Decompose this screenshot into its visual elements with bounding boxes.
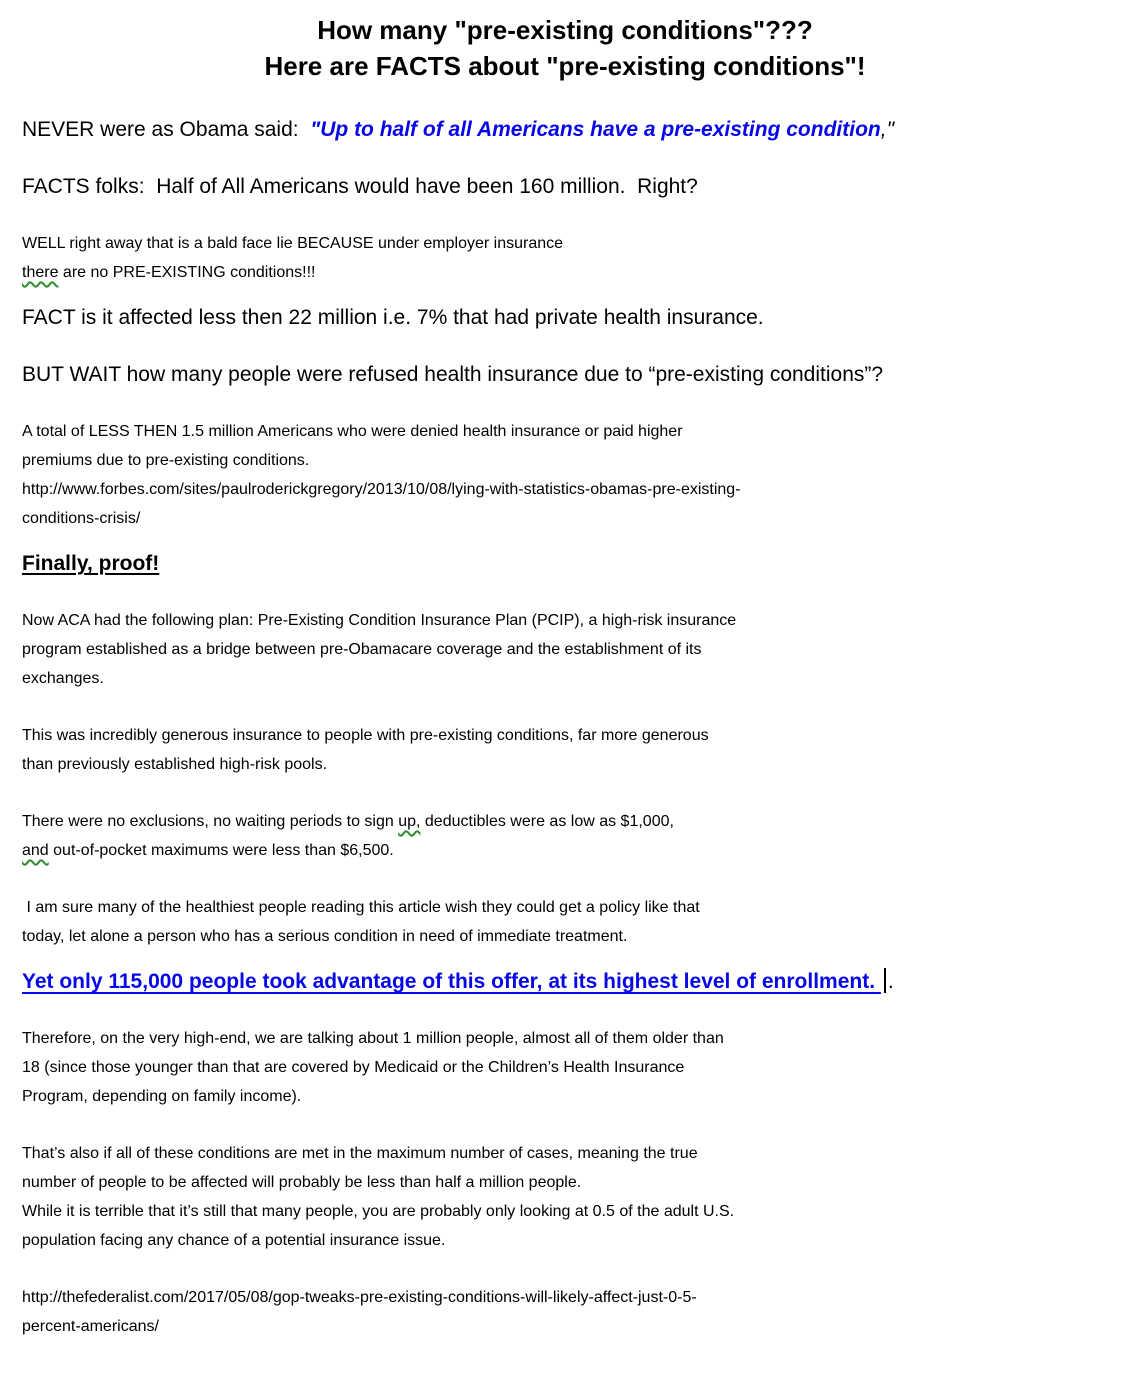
never-lead-text: NEVER were as Obama said: (22, 118, 311, 141)
finally-proof-text: Finally, proof! (22, 552, 160, 575)
healthiest-line-1: I am sure many of the healthiest people reading this article wish they could get a policy like that (22, 899, 700, 916)
title-line-2: Here are FACTS about "pre-existing conditions"! (264, 51, 866, 81)
text-cursor-caret (884, 968, 886, 993)
exclusions-line-1-post: deductibles were as low as $1,000, (420, 813, 674, 830)
obama-quote-tail: ," (880, 118, 895, 141)
generous-line-2: than previously established high-risk pools. (22, 756, 328, 773)
well-line-2-rest: are no PRE-EXISTING conditions!!! (58, 264, 316, 281)
paragraph-facts-folks (22, 172, 1108, 201)
federalist-url-line-2: percent-americans/ (22, 1318, 159, 1335)
paragraph-fact-22-million (22, 303, 1108, 332)
grammar-squiggle-there: there (22, 264, 59, 281)
yet-only-highlight-text: Yet only 115,000 people took advantage of this offer, at its highest level of enrollment. (22, 970, 881, 993)
exclusions-line-2-post: out-of-pocket maximums were less than $6,500. (48, 842, 394, 859)
grammar-squiggle-and: and (22, 842, 49, 859)
now-aca-line-1: Now ACA had the following plan: Pre-Existing Condition Insurance Plan (PCIP), a high-risk insurance (22, 612, 737, 629)
well-line-1: WELL right away that is a bald face lie BECAUSE under employer insurance (22, 235, 564, 252)
exclusions-line-1-pre: There were no exclusions, no waiting periods to sign (22, 813, 399, 830)
therefore-line-2: 18 (since those younger than that are covered by Medicaid or the Children’s Health Insurance (22, 1059, 685, 1076)
facts-folks-text: FACTS folks: Half of All Americans would have been 160 million. Right? (22, 175, 698, 198)
paragraph-never (22, 115, 1108, 144)
title-line-1: How many "pre-existing conditions"??? (317, 15, 813, 45)
fact-22-million-text: FACT is it affected less then 22 million i.e. 7% that had private health insurance. (22, 306, 764, 329)
paragraph-yet-only (22, 967, 1108, 996)
therefore-line-1: Therefore, on the very high-end, we are talking about 1 million people, almost all of them older than (22, 1030, 724, 1047)
thats-also-line-1: That’s also if all of these conditions are met in the maximum number of cases, meaning the true (22, 1145, 698, 1162)
thats-also-line-3: While it is terrible that it’s still that many people, you are probably only looking at 0.5 of the adult U.S. (22, 1203, 735, 1220)
healthiest-line-2: today, let alone a person who has a serious condition in need of immediate treatment. (22, 928, 628, 945)
forbes-url-line-2: conditions-crisis/ (22, 510, 141, 527)
total-denied-line-1: A total of LESS THEN 1.5 million Americans who were denied health insurance or paid higher (22, 423, 683, 440)
but-wait-text: BUT WAIT how many people were refused health insurance due to “pre-existing conditions”? (22, 363, 884, 386)
document-title (22, 12, 1108, 84)
thats-also-line-2: number of people to be affected will probably be less than half a million people. (22, 1174, 582, 1191)
federalist-url-line-1: http://thefederalist.com/2017/05/08/gop-tweaks-pre-existing-conditions-will-likely-affect-just-0-5- (22, 1289, 697, 1306)
thats-also-line-4: population facing any chance of a potential insurance issue. (22, 1232, 446, 1249)
grammar-squiggle-up: up, (398, 813, 421, 830)
now-aca-line-3: exchanges. (22, 670, 104, 687)
heading-finally-proof (22, 549, 1108, 578)
obama-quote-text: "Up to half of all Americans have a pre-existing condition (310, 118, 881, 141)
forbes-url-line-1: http://www.forbes.com/sites/paulroderickgregory/2013/10/08/lying-with-statistics-obamas-pre-existing- (22, 481, 741, 498)
yet-only-tail: . (887, 970, 894, 993)
now-aca-line-2: program established as a bridge between pre-Obamacare coverage and the establishment of its (22, 641, 702, 658)
total-denied-line-2: premiums due to pre-existing conditions. (22, 452, 310, 469)
paragraph-but-wait (22, 360, 1108, 389)
therefore-line-3: Program, depending on family income). (22, 1088, 302, 1105)
generous-line-1: This was incredibly generous insurance to people with pre-existing conditions, far more generous (22, 727, 709, 744)
